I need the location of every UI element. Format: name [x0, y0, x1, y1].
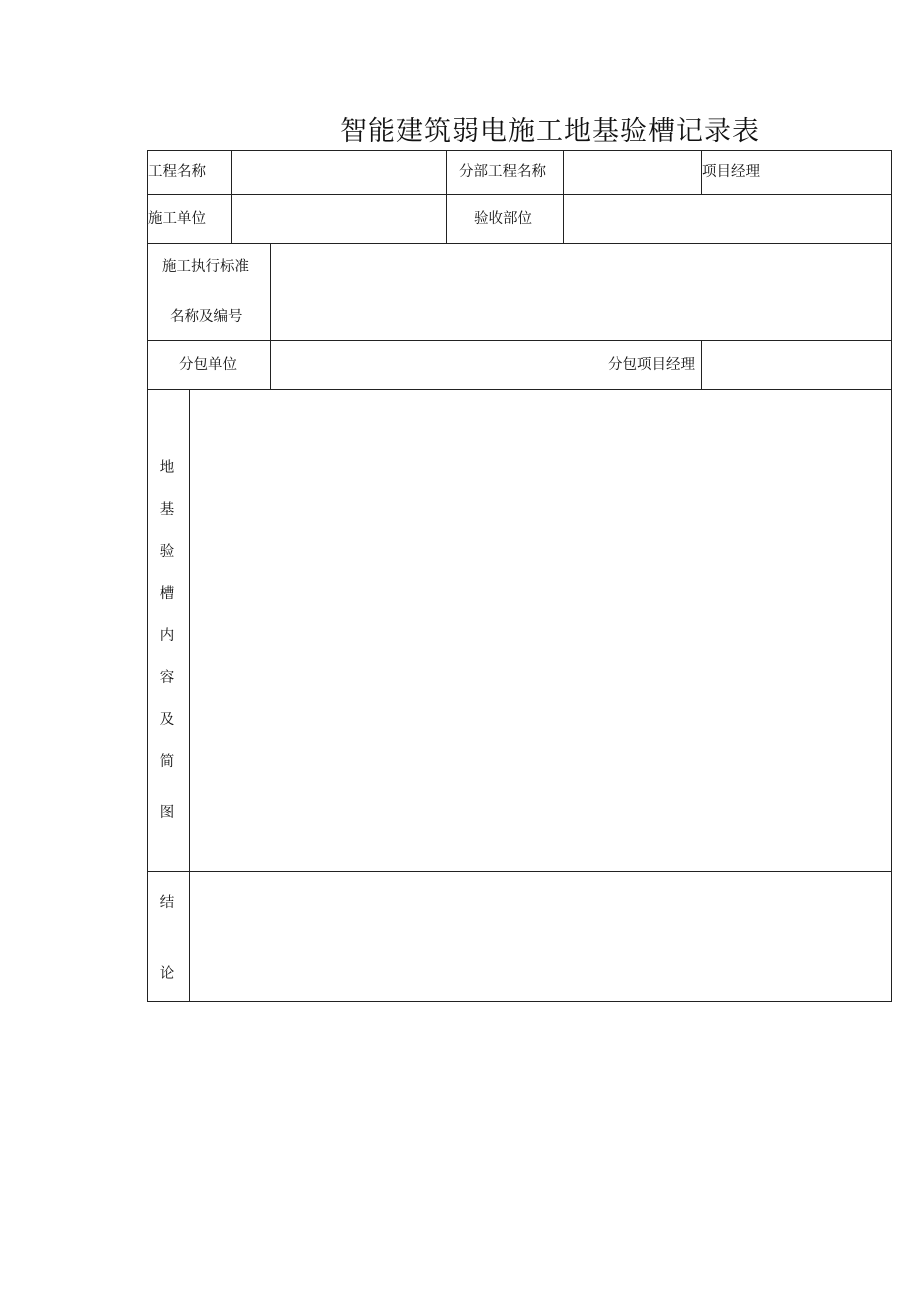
col-divider: [231, 194, 232, 243]
content-label-char: 地: [159, 460, 175, 476]
row-divider: [147, 389, 892, 390]
construction-unit-label: 施工单位: [148, 211, 206, 227]
content-label-char: 容: [159, 670, 175, 686]
table-border-bottom: [147, 1001, 892, 1002]
acceptance-part-label: 验收部位: [474, 211, 532, 227]
table-border-right: [891, 150, 892, 1002]
col-divider: [563, 194, 564, 243]
col-divider: [270, 243, 271, 389]
col-divider: [446, 194, 447, 243]
content-label-char: 及: [159, 712, 175, 728]
content-label-char: 简: [159, 754, 175, 770]
content-label-char: 基: [159, 502, 175, 518]
col-divider: [446, 150, 447, 194]
project-name-label: 工程名称: [148, 164, 206, 180]
content-label-char: 内: [159, 628, 175, 644]
content-label-char: 图: [159, 805, 175, 821]
col-divider: [701, 340, 702, 389]
content-label-char: 槽: [159, 586, 175, 602]
form-title: 智能建筑弱电施工地基验槽记录表: [340, 116, 760, 147]
content-label-char: 验: [159, 544, 175, 560]
standard-label-line1: 施工执行标准: [162, 259, 249, 275]
row-divider: [147, 340, 892, 341]
project-manager-label: 项目经理: [702, 164, 760, 180]
col-divider: [231, 150, 232, 194]
sub-project-manager-label: 分包项目经理: [608, 357, 695, 373]
standard-label-line2: 名称及编号: [170, 309, 243, 325]
row-divider: [147, 871, 892, 872]
sub-project-name-label: 分部工程名称: [459, 164, 546, 180]
col-divider: [189, 389, 190, 1001]
row-divider: [147, 243, 892, 244]
conclusion-label-char: 结: [159, 895, 175, 911]
row-divider: [147, 194, 892, 195]
col-divider: [563, 150, 564, 194]
table-border-top: [147, 150, 892, 151]
subcontractor-label: 分包单位: [179, 357, 237, 373]
table-border-left: [147, 150, 148, 1002]
conclusion-label-char: 论: [159, 966, 175, 982]
